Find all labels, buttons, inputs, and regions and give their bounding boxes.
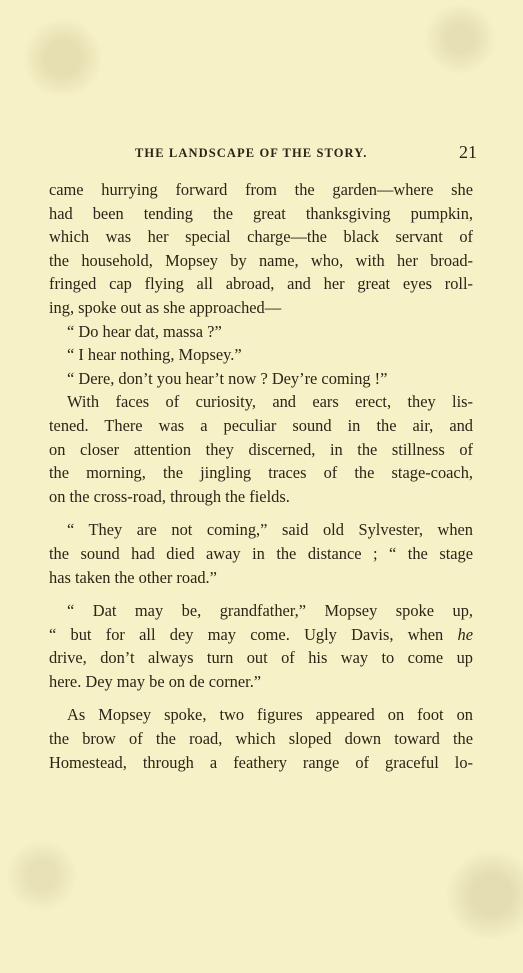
- paragraph-gap: [49, 589, 473, 599]
- page-number: 21: [459, 142, 477, 162]
- text-line: the household, Mopsey by name, who, with her broad-: [49, 250, 473, 270]
- text-line: had been tending the great thanksgiving pumpkin,: [49, 203, 473, 223]
- paragraph: [49, 518, 473, 589]
- text-fragment: “ but for all dey may come. Ugly Davis, when: [49, 624, 444, 644]
- paragraph: [49, 390, 473, 508]
- text-line: As Mopsey spoke, two figures appeared on foot on: [67, 705, 473, 725]
- dialogue-line: “ I hear nothing, Mopsey.”: [67, 345, 242, 365]
- paragraph-gap: [49, 693, 473, 703]
- paragraph: [49, 599, 473, 693]
- text-line: “ They are not coming,” said old Sylvester, when: [67, 520, 473, 540]
- page-header: [49, 144, 477, 166]
- body-text: [49, 178, 473, 774]
- text-line: the brow of the road, which sloped down toward the: [49, 729, 473, 749]
- text-line: drive, don’t always turn out of his way to come up: [49, 648, 473, 668]
- text-line: “ Dat may be, grandfather,” Mopsey spoke up,: [67, 601, 473, 621]
- text-line: which was her special charge—the black servant of: [49, 227, 473, 247]
- text-line: ing, spoke out as she approached—: [49, 297, 282, 317]
- text-line: With faces of curiosity, and ears erect, they lis-: [67, 392, 473, 412]
- text-line: the morning, the jingling traces of the stage-coach,: [49, 463, 473, 483]
- text-line: [49, 623, 473, 647]
- dialogue-line: “ Do hear dat, massa ?”: [67, 321, 222, 341]
- text-line: tened. There was a peculiar sound in the air, and: [49, 415, 473, 435]
- text-line: came hurrying forward from the garden—where she: [49, 180, 473, 199]
- italic-word: he: [457, 624, 473, 644]
- running-head: THE LANDSCAPE OF THE STORY.: [135, 146, 368, 160]
- dialogue-line: “ Dere, don’t you hear’t now ? Dey’re coming !”: [67, 368, 388, 388]
- text-line: on closer attention they discerned, in the stillness of: [49, 439, 473, 459]
- text-line: Homestead, through a feathery range of graceful lo-: [49, 752, 473, 772]
- text-line: has taken the other road.”: [49, 567, 217, 587]
- text-line: the sound had died away in the distance ; “ the stage: [49, 543, 473, 563]
- paragraph: [49, 703, 473, 774]
- text-line: on the cross-road, through the fields.: [49, 486, 290, 506]
- paragraph-gap: [49, 508, 473, 518]
- text-line: fringed cap flying all abroad, and her great eyes roll-: [49, 274, 473, 294]
- text-line: here. Dey may be on de corner.”: [49, 671, 262, 691]
- paragraph: [49, 178, 473, 320]
